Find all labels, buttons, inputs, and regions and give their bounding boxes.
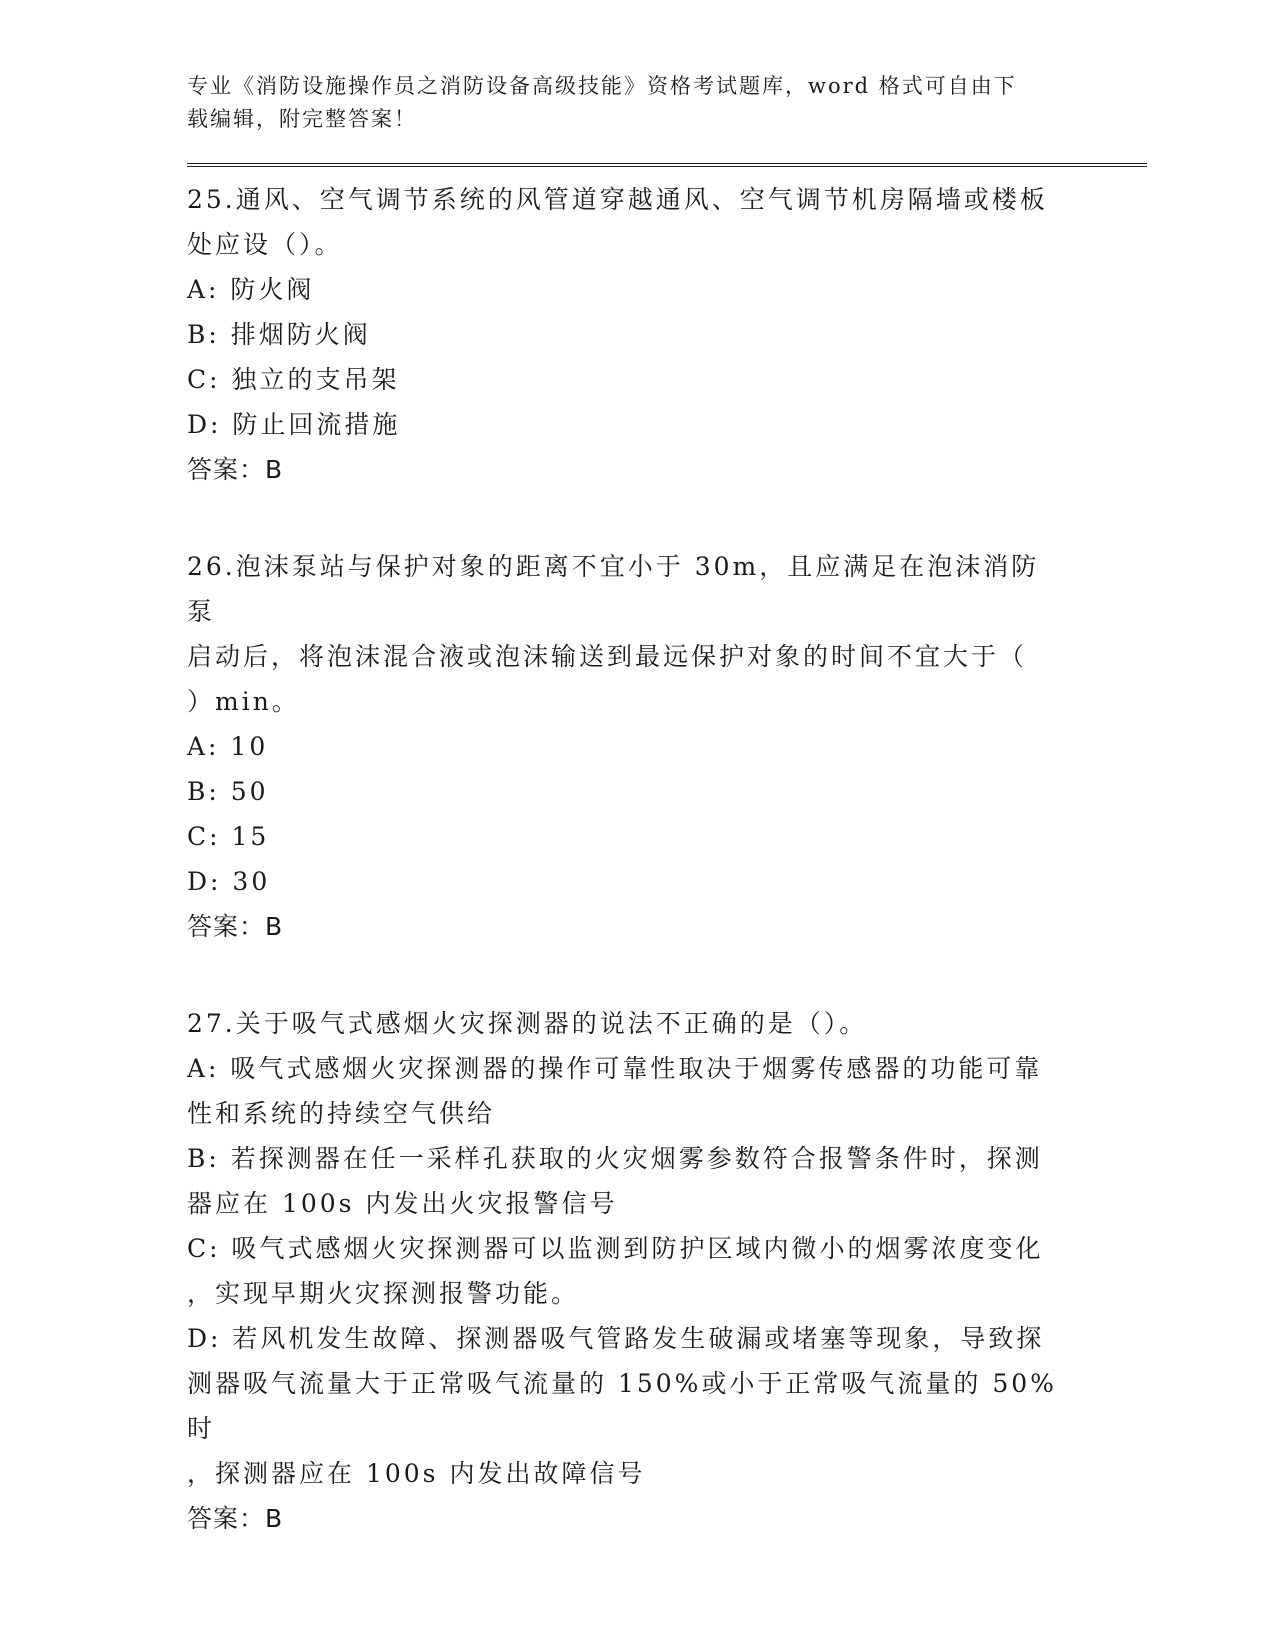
answer-line: 答案：B [187, 1504, 284, 1533]
option-d: D: 30 [187, 867, 271, 896]
option-d-continued: ，探测器应在 100s 内发出故障信号 [187, 1459, 646, 1488]
question-25 [187, 177, 1067, 492]
option-d: D: 防止回流措施 [187, 410, 401, 439]
option-b: B: 若探测器在任一采样孔获取的火灾烟雾参数符合报警条件时，探测 [187, 1144, 1043, 1173]
question-stem-line: ）min。 [187, 687, 300, 716]
document-header [187, 70, 1067, 136]
question-stem-line: 启动后，将泡沫混合液或泡沫输送到最远保护对象的时间不宜大于（ [187, 642, 1028, 671]
question-stem-line: 处应设（）。 [187, 230, 343, 259]
question-26 [187, 544, 1067, 949]
option-b: B: 排烟防火阀 [187, 320, 371, 349]
option-c: C: 吸气式感烟火灾探测器可以监测到防护区域内微小的烟雾浓度变化 [187, 1234, 1044, 1263]
header-divider [187, 163, 1147, 167]
option-a: A: 10 [187, 732, 269, 761]
header-line-2: 载编辑，附完整答案！ [187, 107, 417, 131]
answer-line: 答案：B [187, 912, 284, 941]
question-stem-line: 26.泡沫泵站与保护对象的距离不宜小于 30m，且应满足在泡沫消防泵 [187, 552, 1040, 626]
option-a: A: 防火阀 [187, 275, 315, 304]
option-d: D: 若风机发生故障、探测器吸气管路发生破漏或堵塞等现象，导致探 [187, 1324, 1045, 1353]
answer-line: 答案：B [187, 455, 284, 484]
option-d-continued: 测器吸气流量大于正常吸气流量的 150%或小于正常吸气流量的 50%时 [187, 1369, 1057, 1443]
option-c: C: 15 [187, 822, 270, 851]
option-c-continued: ，实现早期火灾探测报警功能。 [187, 1279, 580, 1308]
option-a: A: 吸气式感烟火灾探测器的操作可靠性取决于烟雾传感器的功能可靠 [187, 1054, 1043, 1083]
question-stem-line: 27.关于吸气式感烟火灾探测器的说法不正确的是（）。 [187, 1009, 868, 1038]
question-list [187, 177, 1067, 1541]
option-b-continued: 器应在 100s 内发出火灾报警信号 [187, 1189, 618, 1218]
document-page [187, 70, 1147, 1593]
question-stem-line: 25.通风、空气调节系统的风管道穿越通风、空气调节机房隔墙或楼板 [187, 185, 1048, 214]
option-b: B: 50 [187, 777, 269, 806]
question-27 [187, 1001, 1067, 1541]
option-a-continued: 性和系统的持续空气供给 [187, 1099, 496, 1128]
option-c: C: 独立的支吊架 [187, 365, 400, 394]
header-line-1: 专业《消防设施操作员之消防设备高级技能》资格考试题库，word 格式可自由下 [187, 74, 1017, 98]
